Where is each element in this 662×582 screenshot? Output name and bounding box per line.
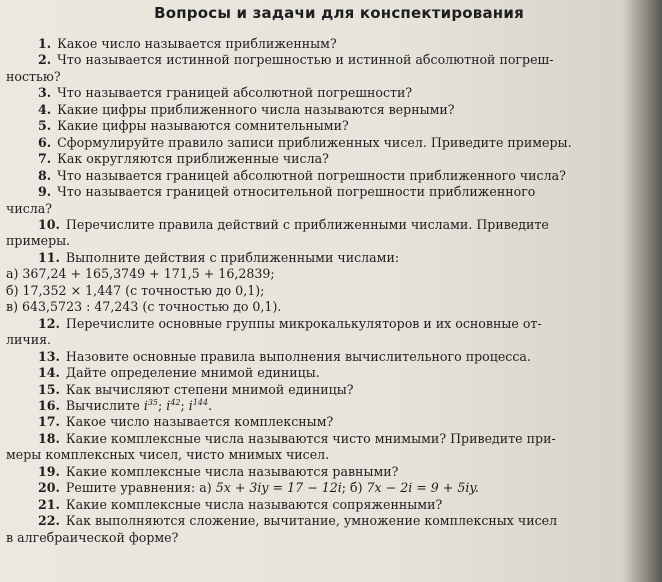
question-number: 21. (38, 496, 60, 512)
question-text: Как вычисляют степени мнимой единицы? (65, 381, 354, 397)
equation-b: 7x − 2i = 9 + 5iy. (366, 480, 479, 496)
exercise-item-c: в) 643,5723 : 47,243 (с точностью до 0,1). (6, 299, 282, 315)
question-number: 17. (38, 414, 60, 430)
question-text: Какое число называется комплексным? (65, 414, 334, 430)
question-11 (4, 250, 654, 316)
question-12 (4, 316, 654, 349)
question-10 (4, 217, 654, 250)
question-18 (4, 431, 654, 464)
question-14 (4, 365, 654, 381)
question-number: 11. (38, 249, 60, 265)
question-text: Что называется границей абсолютной погрешности? (57, 85, 413, 101)
question-text: Дайте определение мнимой единицы. (65, 365, 320, 381)
question-text: Какие комплексные числа называются чисто мнимыми? Приведите при- (65, 430, 556, 446)
question-text: Перечислите правила действий с приближенными числами. Приведите (65, 216, 549, 232)
question-number: 9. (38, 184, 52, 200)
question-number: 3. (38, 85, 52, 101)
question-text: Какие цифры называются сомнительными? (57, 118, 349, 134)
question-6 (4, 135, 654, 151)
question-21 (4, 497, 654, 513)
page-title: Вопросы и задачи для конспектирования (154, 4, 524, 22)
question-text: Назовите основные правила выполнения вычислительного процесса. (65, 348, 531, 364)
question-1 (4, 36, 654, 52)
question-20 (4, 480, 654, 496)
question-text: Как округляются приближенные числа? (57, 151, 329, 167)
question-number: 19. (38, 463, 60, 479)
power-expression-1: $i^{35}$ (143, 397, 159, 413)
question-text: Как выполняются сложение, вычитание, умножение комплексных чисел (65, 513, 558, 529)
question-continuation: примеры. (6, 233, 71, 249)
question-text: Какие комплексные числа называются равными? (65, 463, 399, 479)
question-text: Что называется границей абсолютной погрешности приближенного числа? (57, 167, 566, 183)
question-number: 8. (38, 167, 52, 183)
question-number: 16. (38, 397, 60, 413)
question-8 (4, 168, 654, 184)
question-text: Какое число называется приближенным? (57, 36, 337, 51)
question-text: Какие комплексные числа называются сопряженными? (65, 496, 443, 512)
question-continuation: ностью? (6, 68, 61, 84)
question-text: Решите уравнения: а) (65, 480, 212, 496)
power-expression-3: $i^{144}$ (188, 397, 209, 413)
question-16: 16. Вычислите $i^{35}$; $i^{42}$; $i^{144}$. (38, 397, 213, 413)
question-number: 4. (38, 101, 52, 117)
question-text: Выполните действия с приближенными числами: (65, 249, 400, 265)
question-number: 6. (38, 134, 52, 150)
question-continuation: личия. (6, 332, 52, 348)
question-text: Что называется границей относительной погрешности приближенного (57, 184, 536, 200)
question-5 (4, 118, 654, 134)
question-number: 7. (38, 151, 52, 167)
question-17 (4, 414, 654, 430)
question-15 (4, 382, 654, 398)
question-text: Перечислите основные группы микрокалькуляторов и их основные от- (65, 315, 542, 331)
question-text: Что называется истинной погрешностью и истинной абсолютной погреш- (57, 52, 554, 68)
question-number: 2. (38, 52, 52, 68)
equation-a: 5x + 3iy = 17 − 12i (215, 480, 342, 496)
question-9 (4, 184, 654, 217)
exercise-item-b: б) 17,352 × 1,447 (с точностью до 0,1); (6, 282, 265, 298)
question-number: 14. (38, 365, 60, 381)
question-number: 20. (38, 480, 60, 496)
question-continuation: меры комплексных чисел, чисто мнимых чисел. (6, 447, 330, 463)
question-number: 10. (38, 216, 60, 232)
question-number: 12. (38, 315, 60, 331)
power-expression-2: $i^{42}$ (166, 397, 181, 413)
question-3 (4, 85, 654, 101)
exercise-item-a: а) 367,24 + 165,3749 + 171,5 + 16,2839; (6, 266, 275, 282)
question-number: 1. (38, 36, 52, 51)
question-number: 15. (38, 381, 60, 397)
question-number: 13. (38, 348, 60, 364)
question-7 (4, 151, 654, 167)
question-19 (4, 464, 654, 480)
question-text: Сформулируйте правило записи приближенных чисел. Приведите примеры. (57, 134, 572, 150)
question-22 (4, 513, 654, 546)
question-2 (4, 52, 654, 85)
question-number: 18. (38, 430, 60, 446)
question-4 (4, 102, 654, 118)
question-text: Какие цифры приближенного числа называются верными? (57, 101, 455, 117)
equation-b-label: ; б) (341, 480, 363, 496)
question-13 (4, 349, 654, 365)
question-number: 5. (38, 118, 52, 134)
question-continuation: в алгебраической форме? (6, 529, 179, 545)
question-continuation: числа? (6, 200, 53, 216)
question-text: Вычислите (65, 397, 140, 413)
question-number: 22. (38, 513, 60, 529)
